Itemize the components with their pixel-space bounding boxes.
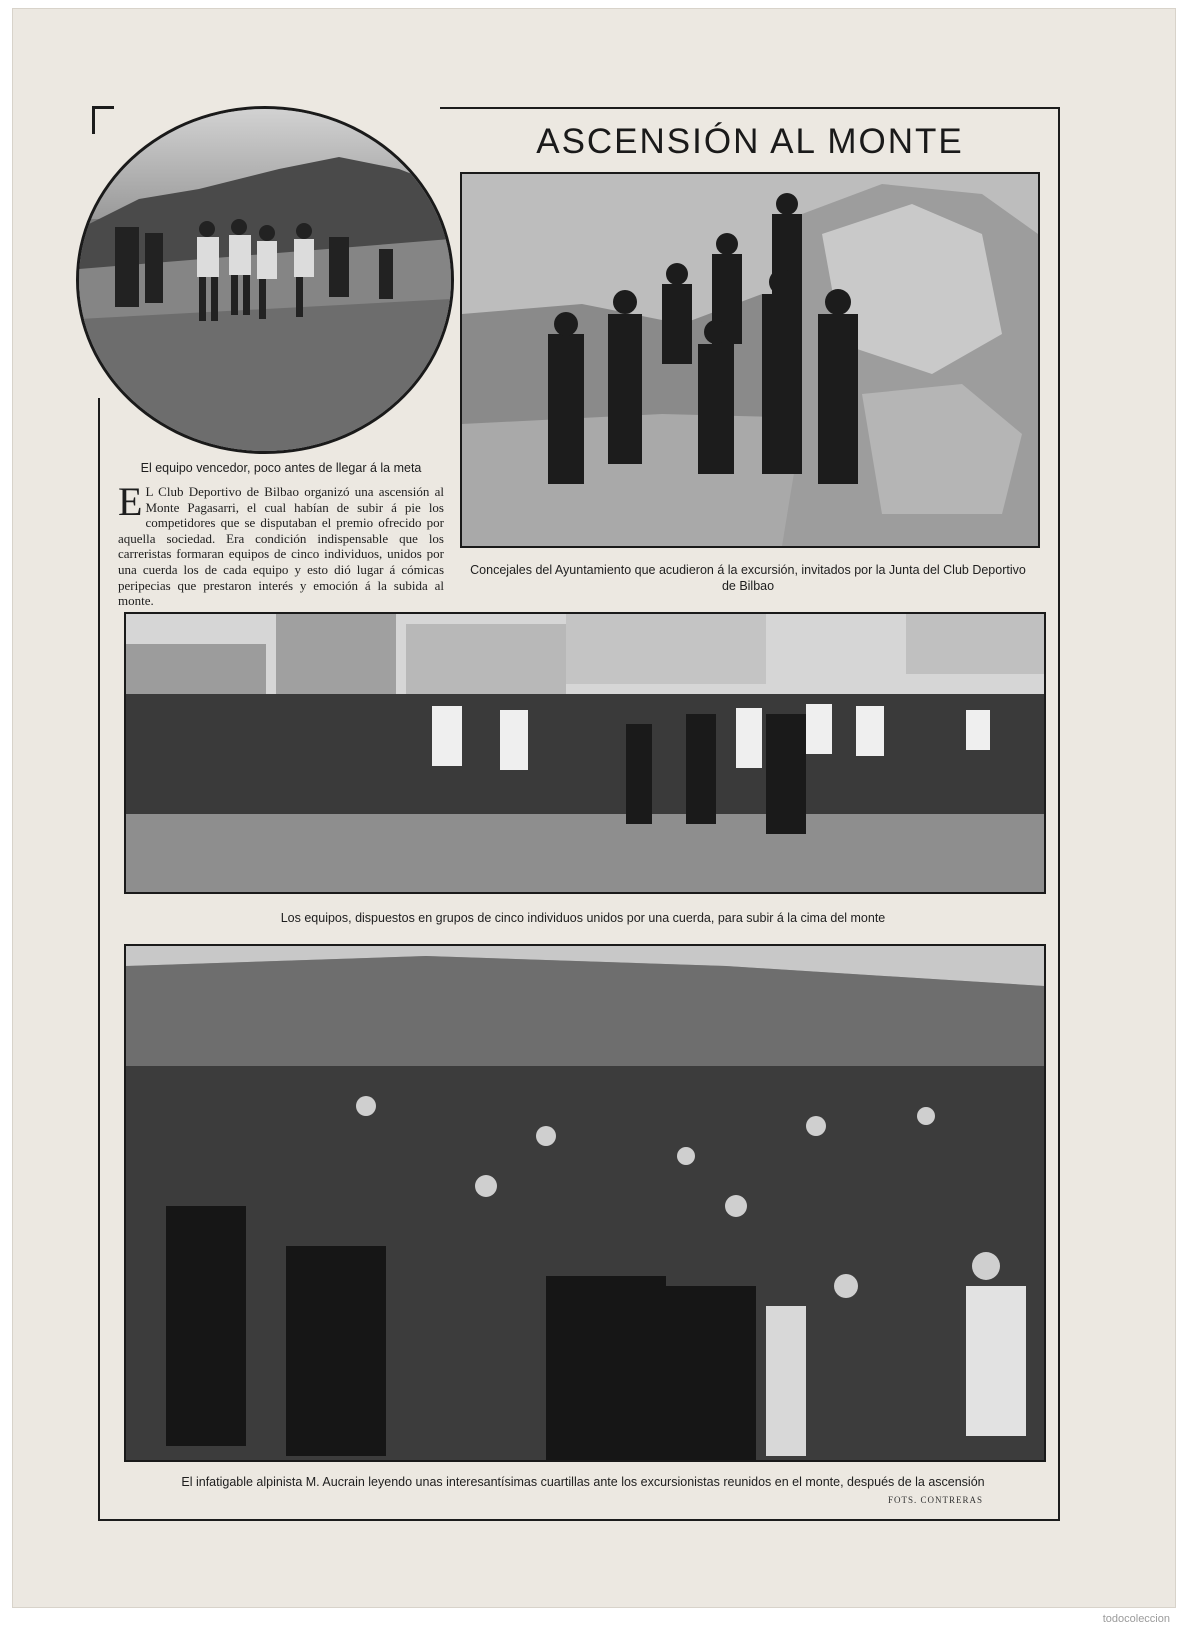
- photo-credit: FOTS. CONTRERAS: [888, 1495, 984, 1505]
- watermark: todocoleccion: [1102, 1613, 1170, 1625]
- page-title: ASCENSIÓN AL MONTE: [536, 122, 964, 161]
- photo-councillors: [460, 172, 1040, 548]
- caption-councillors: Concejales del Ayuntamiento que acudieron á la excursión, invitados por la Junta del Club Deportivo de Bilbao: [470, 563, 1026, 593]
- caption-crowd: El infatigable alpinista M. Aucrain leyendo unas interesantísimas cuartillas ante los excursionistas reunidos en el monte, después de la ascensión: [181, 1475, 985, 1489]
- right-rule: [1058, 107, 1060, 1521]
- article-body: L Club Deportivo de Bilbao organizó una ascensión al Monte Pagasarri, el cual habían de subir á pie los competidores que se disputaban el premio ofrecido por aquella sociedad. Era condición indispensable que los carreristas formaran equipos de cinco individuos, unidos por una cuerda los de cada equipo y esto dió lugar á cómicas peripecias que prestaron interés y emoción á la subida al monte.: [118, 484, 444, 609]
- photo-winning-team: [76, 106, 454, 454]
- drop-cap: E: [118, 479, 143, 524]
- corner-mark-vertical: [92, 108, 95, 134]
- bottom-rule: [98, 1519, 1060, 1521]
- caption-winning-team: El equipo vencedor, poco antes de llegar á la meta: [140, 461, 422, 475]
- photo-crowd-speech: [124, 944, 1046, 1462]
- photo-teams-roped: [124, 612, 1046, 894]
- left-rule: [98, 398, 100, 1520]
- caption-teams: Los equipos, dispuestos en grupos de cinco individuos unidos por una cuerda, para subir á la cima del monte: [280, 911, 886, 925]
- article-text: [118, 479, 444, 609]
- corner-mark-horizontal: [92, 106, 114, 109]
- header-rule: [440, 107, 1060, 109]
